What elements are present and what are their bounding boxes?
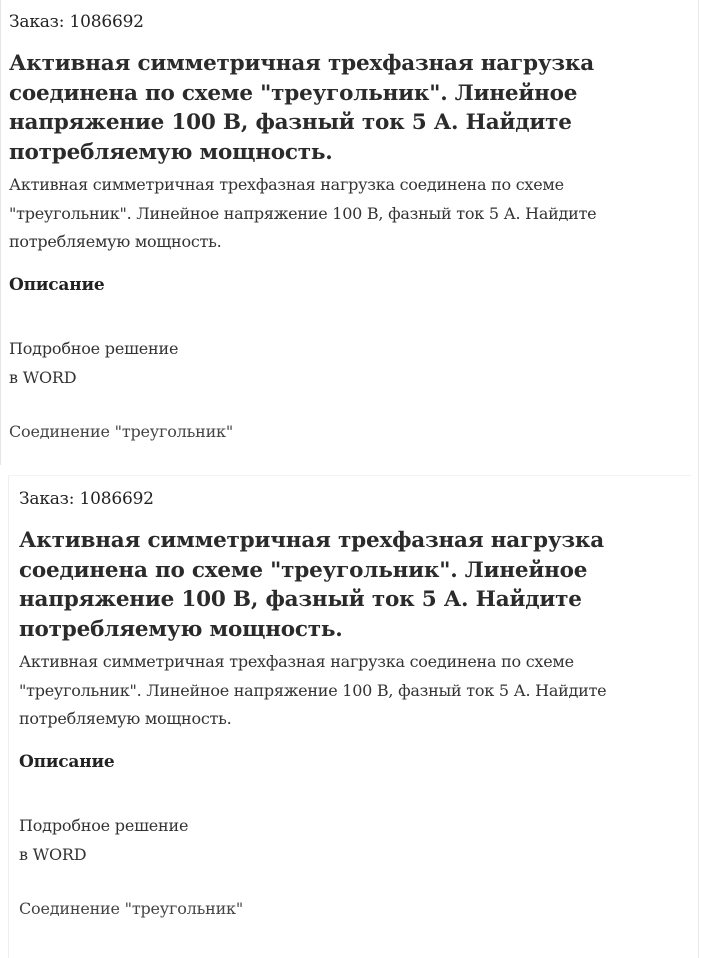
connection-type: Соединение "треугольник" <box>19 898 243 918</box>
order-number: Заказ: 1086692 <box>19 489 154 509</box>
description-heading: Описание <box>9 274 105 295</box>
detail-line-format: в WORD <box>9 367 77 387</box>
connection-type: Соединение "треугольник" <box>9 421 233 441</box>
order-block-1 <box>9 8 689 446</box>
task-title: Активная симметричная трехфазная нагрузка соединена по схеме "треугольник". Линейное напряжение 100 В, фазный ток 5 А. Найдите потребляемую мощность. <box>9 51 594 165</box>
detail-line-solution: Подробное решение <box>19 815 189 835</box>
task-text: Активная симметричная трехфазная нагрузка соединена по схеме "треугольник". Линейное напряжение 100 В, фазный ток 5 А. Найдите потребляемую мощность. <box>19 652 607 728</box>
description-heading: Описание <box>19 751 115 772</box>
description-details <box>9 334 689 392</box>
order-block-2 <box>8 475 691 958</box>
detail-line-solution: Подробное решение <box>9 338 179 358</box>
order-number: Заказ: 1086692 <box>9 12 144 32</box>
page-left-border <box>0 0 1 465</box>
task-text: Активная симметричная трехфазная нагрузка соединена по схеме "треугольник". Линейное напряжение 100 В, фазный ток 5 А. Найдите потребляемую мощность. <box>9 175 597 251</box>
task-title: Активная симметричная трехфазная нагрузка соединена по схеме "треугольник". Линейное напряжение 100 В, фазный ток 5 А. Найдите потребляемую мощность. <box>19 528 604 642</box>
page-right-border <box>698 0 699 958</box>
description-details <box>19 811 691 869</box>
detail-line-format: в WORD <box>19 844 87 864</box>
